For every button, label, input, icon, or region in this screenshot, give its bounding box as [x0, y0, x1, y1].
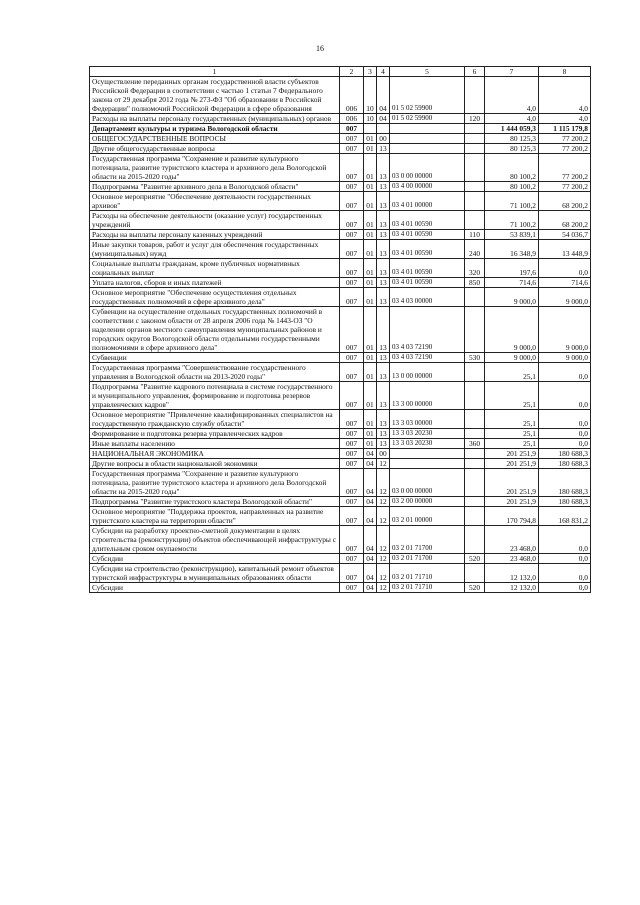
subsection-code-cell: 12 — [377, 583, 390, 593]
subsection-code-cell: 04 — [377, 114, 390, 124]
amount-2-cell: 77 200,2 — [539, 134, 591, 144]
amount-2-cell: 0,0 — [539, 554, 591, 564]
subsection-code-cell: 12 — [377, 497, 390, 507]
target-code-cell — [390, 459, 465, 469]
amount-1-cell: 201 251,9 — [485, 497, 539, 507]
section-code-cell: 04 — [364, 469, 377, 497]
grbs-code-cell: 007 — [340, 144, 364, 154]
amount-2-cell: 180 688,3 — [539, 459, 591, 469]
table-row — [90, 554, 591, 564]
table-row — [90, 507, 591, 526]
grbs-code-cell: 007 — [340, 439, 364, 449]
row-name-cell: Субсидии — [90, 583, 340, 593]
section-code-cell: 01 — [364, 307, 377, 353]
row-name-cell: ОБЩЕГОСУДАРСТВЕННЫЕ ВОПРОСЫ — [90, 134, 340, 144]
expense-type-cell: 520 — [465, 583, 485, 593]
expense-type-cell — [465, 410, 485, 429]
row-name-cell: Расходы на обеспечение деятельности (оказание услуг) государственных учреждений — [90, 211, 340, 230]
expense-type-cell: 320 — [465, 259, 485, 278]
amount-1-cell: 714,6 — [485, 278, 539, 288]
grbs-code-cell: 007 — [340, 429, 364, 439]
row-name-cell: Субсидии на разработку проектно-сметной документации в целях строительства (реконструкции) объектов обеспечивающей инфраструктуры с длительным сроком окупаемости — [90, 526, 340, 554]
grbs-code-cell: 007 — [340, 154, 364, 182]
amount-1-cell: 80 125,3 — [485, 144, 539, 154]
subsection-code-cell: 13 — [377, 192, 390, 211]
table-row — [90, 459, 591, 469]
expense-type-cell — [465, 382, 485, 410]
grbs-code-cell: 007 — [340, 382, 364, 410]
subsection-code-cell: 00 — [377, 449, 390, 459]
subsection-code-cell: 12 — [377, 554, 390, 564]
subsection-code-cell: 12 — [377, 507, 390, 526]
amount-2-cell: 0,0 — [539, 410, 591, 429]
amount-1-cell: 25,1 — [485, 429, 539, 439]
table-row — [90, 134, 591, 144]
target-code-cell: 13 3 00 00000 — [390, 382, 465, 410]
amount-1-cell: 12 132,0 — [485, 564, 539, 583]
row-name-cell: Расходы на выплаты персоналу казенных учреждений — [90, 230, 340, 240]
table-row — [90, 307, 591, 353]
subsection-code-cell: 12 — [377, 564, 390, 583]
table-row — [90, 144, 591, 154]
target-code-cell: 03 4 03 00000 — [390, 288, 465, 307]
target-code-cell: 01 5 02 59900 — [390, 114, 465, 124]
target-code-cell: 03 4 01 00590 — [390, 240, 465, 259]
grbs-code-cell: 007 — [340, 211, 364, 230]
table-row — [90, 564, 591, 583]
grbs-code-cell: 007 — [340, 134, 364, 144]
row-name-cell: Субсидии — [90, 554, 340, 564]
amount-1-cell: 201 251,9 — [485, 469, 539, 497]
table-row — [90, 497, 591, 507]
target-code-cell: 03 4 01 00000 — [390, 192, 465, 211]
amount-2-cell: 68 200,2 — [539, 211, 591, 230]
grbs-code-cell: 007 — [340, 507, 364, 526]
expense-type-cell — [465, 449, 485, 459]
amount-1-cell: 23 468,0 — [485, 554, 539, 564]
subsection-code-cell: 13 — [377, 307, 390, 353]
grbs-code-cell: 007 — [340, 307, 364, 353]
target-code-cell — [390, 144, 465, 154]
table-row — [90, 410, 591, 429]
section-code-cell: 01 — [364, 211, 377, 230]
header-cell-name: 1 — [90, 67, 340, 77]
target-code-cell — [390, 134, 465, 144]
amount-1-cell: 4,0 — [485, 114, 539, 124]
row-name-cell: Государственная программа "Сохранение и развитие культурного потенциала, развитие туристского кластера и архивного дела Вологодской области на 2015-2020 годы" — [90, 154, 340, 182]
subsection-code-cell: 13 — [377, 429, 390, 439]
expense-type-cell: 850 — [465, 278, 485, 288]
target-code-cell: 03 2 01 71710 — [390, 583, 465, 593]
amount-1-cell: 25,1 — [485, 410, 539, 429]
amount-1-cell: 1 444 059,3 — [485, 124, 539, 134]
target-code-cell — [390, 449, 465, 459]
table-row — [90, 526, 591, 554]
expense-type-cell: 520 — [465, 554, 485, 564]
amount-2-cell: 180 688,3 — [539, 469, 591, 497]
header-cell-amount-2: 8 — [539, 67, 591, 77]
table-row — [90, 469, 591, 497]
subsection-code-cell: 13 — [377, 211, 390, 230]
table-row — [90, 278, 591, 288]
row-name-cell: Иные выплаты населению — [90, 439, 340, 449]
grbs-code-cell: 007 — [340, 497, 364, 507]
amount-1-cell: 71 100,2 — [485, 211, 539, 230]
section-code-cell: 01 — [364, 134, 377, 144]
expense-type-cell: 110 — [465, 230, 485, 240]
section-code-cell: 01 — [364, 353, 377, 363]
section-code-cell: 01 — [364, 429, 377, 439]
amount-2-cell: 4,0 — [539, 114, 591, 124]
table-row — [90, 259, 591, 278]
row-name-cell: Субвенции на осуществление отдельных государственных полномочий в соответствии с законом области от 28 апреля 2006 года № 1443-ОЗ "О наделении органов местного самоуправления муниципальных районов и городских округов Вологодской области отдельными государственными полномочиями в сфере архивного дела" — [90, 307, 340, 353]
amount-2-cell: 77 200,2 — [539, 154, 591, 182]
table-row — [90, 353, 591, 363]
row-name-cell: Департамент культуры и туризма Вологодской области — [90, 124, 340, 134]
grbs-code-cell: 007 — [340, 449, 364, 459]
section-code-cell: 04 — [364, 459, 377, 469]
section-code-cell: 01 — [364, 192, 377, 211]
subsection-code-cell: 13 — [377, 410, 390, 429]
expense-type-cell — [465, 564, 485, 583]
subsection-code-cell — [377, 124, 390, 134]
expense-type-cell — [465, 182, 485, 192]
amount-1-cell: 170 794,8 — [485, 507, 539, 526]
target-code-cell: 03 0 00 00000 — [390, 469, 465, 497]
grbs-code-cell: 007 — [340, 192, 364, 211]
grbs-code-cell: 006 — [340, 114, 364, 124]
table-row — [90, 124, 591, 134]
section-code-cell: 01 — [364, 259, 377, 278]
amount-2-cell: 714,6 — [539, 278, 591, 288]
grbs-code-cell: 007 — [340, 554, 364, 564]
amount-1-cell: 80 125,3 — [485, 134, 539, 144]
table-row — [90, 182, 591, 192]
target-code-cell: 03 2 01 71700 — [390, 554, 465, 564]
expense-type-cell — [465, 77, 485, 114]
table-row — [90, 154, 591, 182]
grbs-code-cell: 007 — [340, 124, 364, 134]
subsection-code-cell: 12 — [377, 526, 390, 554]
row-name-cell: Формирование и подготовка резерва управленческих кадров — [90, 429, 340, 439]
subsection-code-cell: 13 — [377, 382, 390, 410]
target-code-cell: 03 2 00 00000 — [390, 497, 465, 507]
grbs-code-cell: 007 — [340, 583, 364, 593]
table-header-row — [90, 67, 591, 77]
table-row — [90, 192, 591, 211]
amount-2-cell: 9 000,0 — [539, 307, 591, 353]
table-row — [90, 583, 591, 593]
amount-1-cell: 80 100,2 — [485, 154, 539, 182]
row-name-cell: Государственная программа "Сохранение и развитие культурного потенциала, развитие туристского кластера и архивного дела Вологодской области на 2015-2020 годы" — [90, 469, 340, 497]
expense-type-cell — [465, 507, 485, 526]
section-code-cell: 01 — [364, 182, 377, 192]
row-name-cell: Уплата налогов, сборов и иных платежей — [90, 278, 340, 288]
expense-type-cell: 530 — [465, 353, 485, 363]
section-code-cell: 01 — [364, 439, 377, 449]
amount-2-cell: 168 831,2 — [539, 507, 591, 526]
grbs-code-cell: 007 — [340, 288, 364, 307]
row-name-cell: Основное мероприятие "Поддержка проектов, направленных на развитие туристского кластера на территории области" — [90, 507, 340, 526]
subsection-code-cell: 13 — [377, 353, 390, 363]
table-row — [90, 77, 591, 114]
row-name-cell: Другие общегосударственные вопросы — [90, 144, 340, 154]
expense-type-cell: 360 — [465, 439, 485, 449]
row-name-cell: НАЦИОНАЛЬНАЯ ЭКОНОМИКА — [90, 449, 340, 459]
amount-1-cell: 80 100,2 — [485, 182, 539, 192]
amount-2-cell: 0,0 — [539, 583, 591, 593]
amount-1-cell: 9 000,0 — [485, 353, 539, 363]
section-code-cell: 01 — [364, 382, 377, 410]
expense-type-cell — [465, 288, 485, 307]
amount-1-cell: 201 251,9 — [485, 449, 539, 459]
table-row — [90, 114, 591, 124]
row-name-cell: Социальные выплаты гражданам, кроме публичных нормативных социальных выплат — [90, 259, 340, 278]
section-code-cell: 01 — [364, 410, 377, 429]
row-name-cell: Осуществление переданных органам государственной власти субъектов Российской Федерации в соответствии с частью 1 статьи 7 Федерального закона от 29 декабря 2012 года № 273-ФЗ "Об образовании в Российской Федерации" полномочий Российской Федерации в сфере образования — [90, 77, 340, 114]
subsection-code-cell: 12 — [377, 459, 390, 469]
table-row — [90, 240, 591, 259]
table-row — [90, 429, 591, 439]
amount-2-cell: 4,0 — [539, 77, 591, 114]
target-code-cell: 13 3 03 20230 — [390, 429, 465, 439]
amount-2-cell: 0,0 — [539, 439, 591, 449]
target-code-cell: 13 3 03 00000 — [390, 410, 465, 429]
table-row — [90, 288, 591, 307]
grbs-code-cell: 007 — [340, 469, 364, 497]
row-name-cell: Иные закупки товаров, работ и услуг для обеспечения государственных (муниципальных) нужд — [90, 240, 340, 259]
section-code-cell: 01 — [364, 363, 377, 382]
amount-2-cell: 180 688,3 — [539, 449, 591, 459]
row-name-cell: Подпрограмма "Развитие туристского кластера Вологодской области" — [90, 497, 340, 507]
amount-1-cell: 4,0 — [485, 77, 539, 114]
grbs-code-cell: 007 — [340, 353, 364, 363]
target-code-cell: 03 4 03 72190 — [390, 307, 465, 353]
expense-type-cell: 120 — [465, 114, 485, 124]
section-code-cell: 04 — [364, 554, 377, 564]
section-code-cell: 04 — [364, 497, 377, 507]
target-code-cell: 03 4 01 00590 — [390, 211, 465, 230]
grbs-code-cell: 007 — [340, 230, 364, 240]
subsection-code-cell: 13 — [377, 230, 390, 240]
row-name-cell: Субвенции — [90, 353, 340, 363]
amount-2-cell: 54 036,7 — [539, 230, 591, 240]
target-code-cell: 13 3 03 20230 — [390, 439, 465, 449]
section-code-cell: 10 — [364, 77, 377, 114]
section-code-cell — [364, 124, 377, 134]
budget-table — [89, 66, 591, 593]
table-row — [90, 449, 591, 459]
expense-type-cell — [465, 124, 485, 134]
subsection-code-cell: 04 — [377, 77, 390, 114]
section-code-cell: 04 — [364, 526, 377, 554]
amount-1-cell: 25,1 — [485, 363, 539, 382]
amount-1-cell: 9 000,0 — [485, 288, 539, 307]
subsection-code-cell: 12 — [377, 469, 390, 497]
amount-2-cell: 0,0 — [539, 382, 591, 410]
amount-2-cell: 0,0 — [539, 429, 591, 439]
row-name-cell: Основное мероприятие "Обеспечение деятельности государственных архивов" — [90, 192, 340, 211]
table-row — [90, 363, 591, 382]
subsection-code-cell: 13 — [377, 182, 390, 192]
expense-type-cell — [465, 459, 485, 469]
row-name-cell: Другие вопросы в области национальной экономики — [90, 459, 340, 469]
subsection-code-cell: 13 — [377, 240, 390, 259]
grbs-code-cell: 007 — [340, 240, 364, 259]
table-row — [90, 382, 591, 410]
target-code-cell: 03 0 00 00000 — [390, 154, 465, 182]
amount-2-cell: 68 200,2 — [539, 192, 591, 211]
subsection-code-cell: 00 — [377, 134, 390, 144]
section-code-cell: 04 — [364, 449, 377, 459]
amount-2-cell: 0,0 — [539, 259, 591, 278]
section-code-cell: 01 — [364, 240, 377, 259]
target-code-cell: 03 4 01 00590 — [390, 259, 465, 278]
amount-2-cell: 9 000,0 — [539, 353, 591, 363]
amount-1-cell: 201 251,9 — [485, 459, 539, 469]
section-code-cell: 01 — [364, 154, 377, 182]
grbs-code-cell: 006 — [340, 77, 364, 114]
grbs-code-cell: 007 — [340, 182, 364, 192]
grbs-code-cell: 007 — [340, 564, 364, 583]
subsection-code-cell: 13 — [377, 363, 390, 382]
row-name-cell: Основное мероприятие "Обеспечение осуществления отдельных государственных полномочий в сфере архивного дела" — [90, 288, 340, 307]
section-code-cell: 01 — [364, 144, 377, 154]
target-code-cell: 03 4 01 00590 — [390, 278, 465, 288]
header-cell-target: 5 — [390, 67, 465, 77]
grbs-code-cell: 007 — [340, 459, 364, 469]
amount-2-cell: 77 200,2 — [539, 144, 591, 154]
row-name-cell: Основное мероприятие "Привлечение квалифицированных специалистов на государственную гражданскую службу области" — [90, 410, 340, 429]
amount-1-cell: 12 132,0 — [485, 583, 539, 593]
expense-type-cell — [465, 429, 485, 439]
target-code-cell — [390, 124, 465, 134]
target-code-cell: 13 0 00 00000 — [390, 363, 465, 382]
subsection-code-cell: 13 — [377, 144, 390, 154]
amount-2-cell: 0,0 — [539, 564, 591, 583]
amount-1-cell: 197,6 — [485, 259, 539, 278]
budget-table-body — [90, 67, 591, 593]
expense-type-cell — [465, 526, 485, 554]
expense-type-cell — [465, 154, 485, 182]
amount-1-cell: 71 100,2 — [485, 192, 539, 211]
expense-type-cell: 240 — [465, 240, 485, 259]
header-cell-grbs: 2 — [340, 67, 364, 77]
target-code-cell: 03 4 01 00590 — [390, 230, 465, 240]
section-code-cell: 01 — [364, 230, 377, 240]
subsection-code-cell: 13 — [377, 154, 390, 182]
target-code-cell: 01 5 02 59900 — [390, 77, 465, 114]
row-name-cell: Подпрограмма "Развитие архивного дела в Вологодской области" — [90, 182, 340, 192]
section-code-cell: 01 — [364, 278, 377, 288]
table-row — [90, 230, 591, 240]
target-code-cell: 03 2 01 71710 — [390, 564, 465, 583]
expense-type-cell — [465, 211, 485, 230]
amount-2-cell: 13 448,9 — [539, 240, 591, 259]
row-name-cell: Государственная программа "Совершенствование государственного управления в Вологодской области на 2013-2020 годы" — [90, 363, 340, 382]
grbs-code-cell: 007 — [340, 363, 364, 382]
row-name-cell: Расходы на выплаты персоналу государственных (муниципальных) органов — [90, 114, 340, 124]
expense-type-cell — [465, 192, 485, 211]
expense-type-cell — [465, 307, 485, 353]
target-code-cell: 03 4 00 00000 — [390, 182, 465, 192]
amount-2-cell: 0,0 — [539, 526, 591, 554]
header-cell-section: 3 — [364, 67, 377, 77]
row-name-cell: Подпрограмма "Развитие кадрового потенциала в системе государственного и муниципального управления, формирование и подготовка резервов управленческих кадров" — [90, 382, 340, 410]
header-cell-amount-1: 7 — [485, 67, 539, 77]
section-code-cell: 10 — [364, 114, 377, 124]
amount-1-cell: 53 839,1 — [485, 230, 539, 240]
target-code-cell: 03 4 03 72190 — [390, 353, 465, 363]
expense-type-cell — [465, 134, 485, 144]
target-code-cell: 03 2 01 71700 — [390, 526, 465, 554]
section-code-cell: 04 — [364, 583, 377, 593]
grbs-code-cell: 007 — [340, 278, 364, 288]
expense-type-cell — [465, 469, 485, 497]
amount-2-cell: 0,0 — [539, 363, 591, 382]
grbs-code-cell: 007 — [340, 410, 364, 429]
header-cell-expense-type: 6 — [465, 67, 485, 77]
table-row — [90, 211, 591, 230]
amount-1-cell: 25,1 — [485, 382, 539, 410]
amount-2-cell: 1 115 179,8 — [539, 124, 591, 134]
target-code-cell: 03 2 01 00000 — [390, 507, 465, 526]
page-number: 16 — [316, 44, 324, 53]
amount-2-cell: 180 688,3 — [539, 497, 591, 507]
header-cell-subsection: 4 — [377, 67, 390, 77]
subsection-code-cell: 13 — [377, 288, 390, 307]
section-code-cell: 04 — [364, 564, 377, 583]
expense-type-cell — [465, 363, 485, 382]
amount-1-cell: 9 000,0 — [485, 307, 539, 353]
subsection-code-cell: 13 — [377, 439, 390, 449]
expense-type-cell — [465, 497, 485, 507]
expense-type-cell — [465, 144, 485, 154]
grbs-code-cell: 007 — [340, 259, 364, 278]
section-code-cell: 01 — [364, 288, 377, 307]
subsection-code-cell: 13 — [377, 259, 390, 278]
grbs-code-cell: 007 — [340, 526, 364, 554]
amount-1-cell: 25,1 — [485, 439, 539, 449]
section-code-cell: 04 — [364, 507, 377, 526]
row-name-cell: Субсидии на строительство (реконструкцию), капитальный ремонт объектов туристской инфраструктуры в муниципальных образованиях области — [90, 564, 340, 583]
amount-2-cell: 77 200,2 — [539, 182, 591, 192]
subsection-code-cell: 13 — [377, 278, 390, 288]
table-row — [90, 439, 591, 449]
amount-2-cell: 9 000,0 — [539, 288, 591, 307]
amount-1-cell: 16 348,9 — [485, 240, 539, 259]
amount-1-cell: 23 468,0 — [485, 526, 539, 554]
